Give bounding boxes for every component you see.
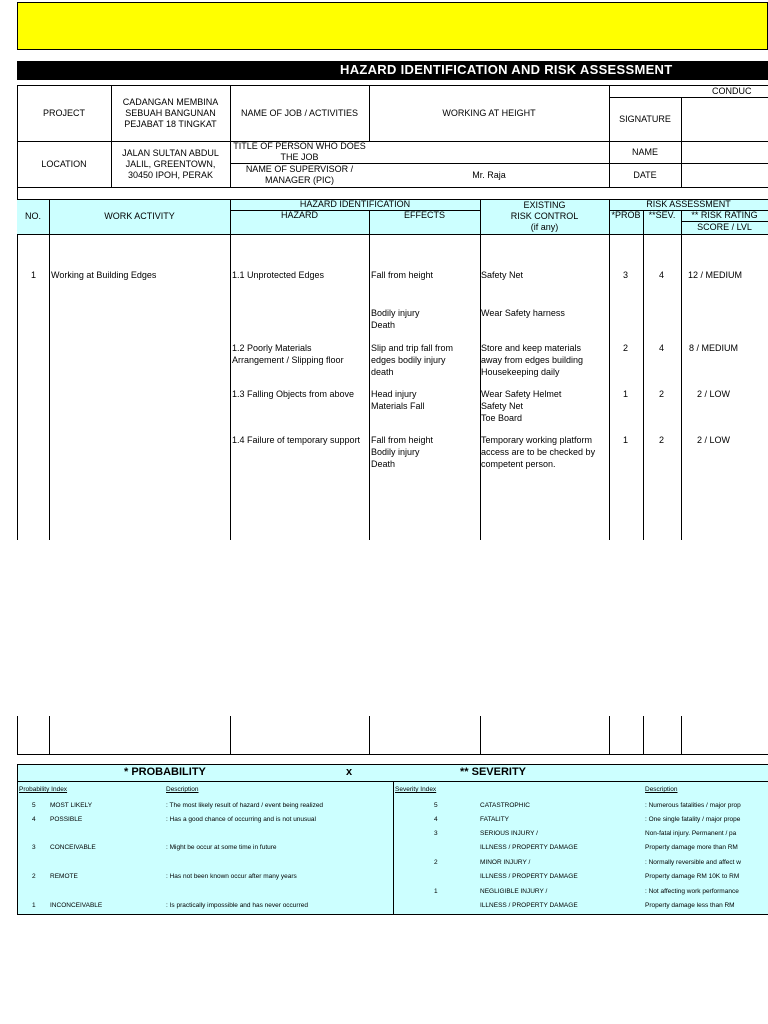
col-effects: EFFECTS <box>403 210 445 220</box>
job-value: WORKING AT HEIGHT <box>442 107 536 118</box>
probability-index: 2 <box>32 873 36 880</box>
table-row-hazard: 1.3 Falling Objects from above <box>232 389 355 399</box>
supervisor-value: Mr. Raja <box>472 169 506 180</box>
probability-index: 5 <box>32 802 36 809</box>
col-no: NO. <box>24 211 41 221</box>
probability-index: 3 <box>32 844 36 851</box>
severity-desc: : Numerous fatalities / major prop <box>645 802 741 809</box>
table-row-effects: Slip and trip fall from edges bodily injury death <box>371 343 454 377</box>
severity-index: 5 <box>434 802 438 809</box>
table-row-prob: 1 <box>623 435 629 445</box>
probability-desc: : The most likely result of hazard / event being realized <box>166 802 324 809</box>
table-row-sev: 4 <box>659 270 665 280</box>
severity-index: 1 <box>434 888 438 895</box>
severity-index: 4 <box>434 816 438 823</box>
severity-desc: : One single fatality / major prope <box>645 816 741 823</box>
location-label: LOCATION <box>41 158 87 169</box>
col-risk-rating: ** RISK RATING <box>691 210 758 220</box>
severity-name: FATALITY <box>480 816 510 823</box>
probability-name: MOST LIKELY <box>50 802 93 809</box>
col-risk-assessment: RISK ASSESSMENT <box>646 199 731 209</box>
signature-label: SIGNATURE <box>619 113 671 124</box>
table-row-hazard: 1.2 Poorly Materials Arrangement / Slipping floor <box>232 343 344 365</box>
table-row-sev: 2 <box>659 389 665 399</box>
severity-title: ** SEVERITY <box>460 766 527 778</box>
probability-description-label: Description <box>166 786 199 793</box>
severity-name: MINOR INJURY / <box>480 859 531 866</box>
supervisor-label: NAME OF SUPERVISOR / MANAGER (PIC) <box>245 164 354 185</box>
conducted-label: CONDUC <box>712 86 752 96</box>
page-title: HAZARD IDENTIFICATION AND RISK ASSESSMENT <box>340 62 673 77</box>
severity-name: ILLNESS / PROPERTY DAMAGE <box>480 873 578 880</box>
severity-desc: : Normally reversible and affect w <box>645 859 741 866</box>
name-label: NAME <box>631 146 658 157</box>
severity-name: ILLNESS / PROPERTY DAMAGE <box>480 844 578 851</box>
top-banner <box>17 2 768 50</box>
severity-index-label: Severity Index <box>395 786 437 793</box>
table-row-effects: Fall from height <box>371 270 434 280</box>
severity-desc: Property damage RM 10K to RM <box>645 873 740 880</box>
table-row-control: Store and keep materials away from edges building Housekeeping daily <box>481 343 584 377</box>
severity-name: SERIOUS INJURY / <box>480 830 538 837</box>
probability-desc: : Might be occur at some time in future <box>166 844 277 851</box>
table-row-control: Wear Safety harness <box>481 308 565 318</box>
severity-name: NEGLIGIBLE INJURY / <box>480 888 548 895</box>
probability-name: POSSIBLE <box>50 816 83 823</box>
date-label: DATE <box>633 169 657 180</box>
probability-desc: : Has a good chance of occurring and is not unusual <box>166 816 316 823</box>
table-row-control: Safety Net <box>481 270 524 280</box>
project-value: CADANGAN MEMBINA SEBUAH BANGUNAN PEJABAT 18 TINGKAT <box>122 96 219 129</box>
table-row-control: Wear Safety Helmet Safety Net Toe Board <box>481 389 562 423</box>
probability-title: * PROBABILITY <box>124 766 206 778</box>
job-label: NAME OF JOB / ACTIVITIES <box>240 107 359 118</box>
project-label: PROJECT <box>42 107 85 118</box>
table-row-sev: 4 <box>659 343 665 353</box>
col-score: SCORE / LVL <box>697 222 752 232</box>
severity-desc: : Not affecting work performance <box>645 888 739 895</box>
col-prob: *PROB <box>611 210 641 220</box>
severity-name: CATASTROPHIC <box>480 802 530 809</box>
probability-name: CONCEIVABLE <box>50 844 96 851</box>
table-row-rating: 12 / MEDIUM <box>688 270 743 280</box>
severity-desc: Property damage more than RM <box>645 844 738 851</box>
severity-name: ILLNESS / PROPERTY DAMAGE <box>480 902 578 909</box>
table-row-control: Temporary working platform access are to be checked by competent person. <box>481 435 596 469</box>
severity-desc: Non-fatal injury. Permanent / pa <box>645 830 737 837</box>
col-sev: **SEV. <box>648 210 676 220</box>
table-row-activity: Working at Building Edges <box>51 270 157 280</box>
severity-index: 2 <box>434 859 438 866</box>
table-row-rating: 8 / MEDIUM <box>689 343 739 353</box>
probability-index: 4 <box>32 816 36 823</box>
probability-name: INCONCEIVABLE <box>50 902 103 909</box>
severity-desc: Property damage less than RM <box>645 902 735 909</box>
table-row-hazard: 1.1 Unprotected Edges <box>232 270 325 280</box>
table-row-prob: 3 <box>623 270 629 280</box>
col-existing-control: EXISTING RISK CONTROL (if any) <box>510 200 579 232</box>
severity-description-label: Description <box>645 786 678 793</box>
table-row-rating: 2 / LOW <box>697 389 731 399</box>
probability-desc: : Has not been known occur after many years <box>166 873 297 880</box>
probability-desc: : Is practically impossible and has never occurred <box>166 902 308 909</box>
probability-index-label: Probability Index <box>19 786 68 793</box>
table-row-sev: 2 <box>659 435 665 445</box>
table-row-effects: Bodily injury Death <box>371 308 420 330</box>
location-value: JALAN SULTAN ABDUL JALIL, GREENTOWN, 30450 IPOH, PERAK <box>122 147 219 180</box>
probability-index: 1 <box>32 902 36 909</box>
col-hazard: HAZARD <box>280 210 318 220</box>
table-row-effects: Head injury Materials Fall <box>371 389 425 411</box>
probability-name: REMOTE <box>50 873 78 880</box>
table-row-prob: 1 <box>623 389 629 399</box>
severity-index: 3 <box>434 830 438 837</box>
col-work-activity: WORK ACTIVITY <box>104 211 175 221</box>
col-hazard-identification: HAZARD IDENTIFICATION <box>299 199 411 209</box>
table-row-rating: 2 / LOW <box>697 435 731 445</box>
title-person-label: TITLE OF PERSON WHO DOES THE JOB <box>233 141 366 162</box>
multiply-symbol: x <box>346 766 353 778</box>
table-row-hazard: 1.4 Failure of temporary support <box>232 435 361 445</box>
table-row-no: 1 <box>31 270 37 280</box>
table-row-effects: Fall from height Bodily injury Death <box>371 435 434 469</box>
table-row-prob: 2 <box>623 343 629 353</box>
